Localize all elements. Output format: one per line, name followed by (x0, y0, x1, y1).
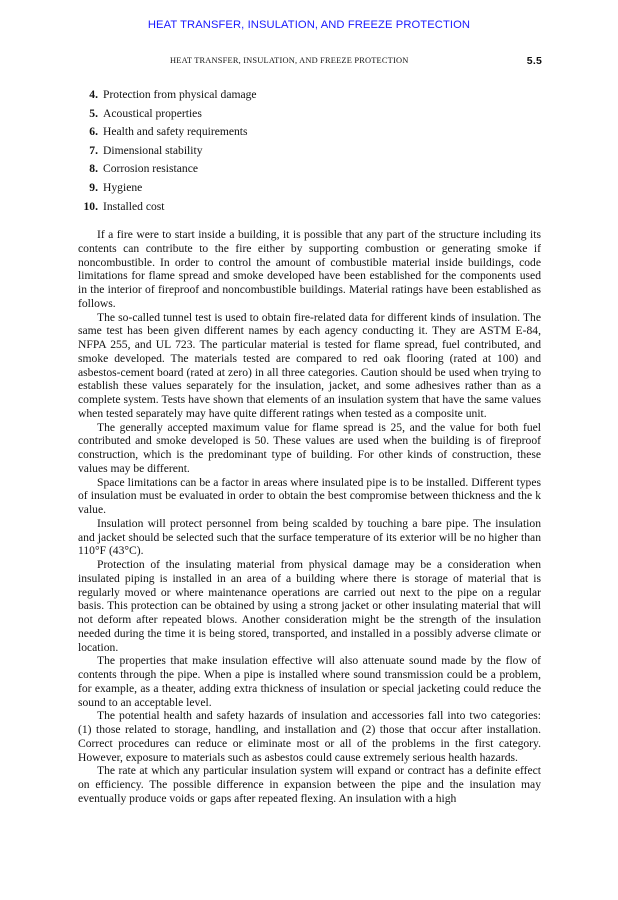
list-item (78, 160, 257, 179)
paragraph: The potential health and safety hazards of insulation and accessories fall into two categories: (1) those related to storage, handling, and installation and (2) those that occur after installation. Correct procedures can reduce or eliminate most or all of the problems in the first category. However, exposure to materials such as asbestos could cause extremely serious health hazards. (78, 709, 541, 764)
criteria-list (78, 86, 257, 216)
body-text (78, 228, 541, 806)
page-number: 5.5 (526, 55, 542, 67)
list-item-text: Corrosion resistance (103, 162, 198, 176)
list-item-number: 10. (83, 199, 98, 213)
list-item-text: Health and safety requirements (103, 125, 248, 139)
paragraph: Insulation will protect personnel from being scalded by touching a bare pipe. The insulation and jacket should be selected such that the surface temperature of its exterior will be no higher than 110°F (43°C). (78, 516, 541, 558)
list-item-text: Acoustical properties (103, 106, 202, 120)
list-item-number: 9. (89, 180, 98, 194)
list-item-number: 7. (89, 143, 98, 157)
running-head-title: HEAT TRANSFER, INSULATION, AND FREEZE PROTECTION (170, 56, 409, 65)
list-item (78, 123, 257, 142)
paragraph: The so-called tunnel test is used to obtain fire-related data for different kinds of insulation. The same test has been given different names by each agency conducting it. They are ASTM E-84, NFPA 255, and UL 723. The particular material is tested for flame spread, fuel contributed, and smoke developed. The materials tested are compared to red oak flooring (rated at 100) and asbestos-cement board (rated at zero) in all three categories. Caution should be used when trying to establish these values separately for the insulation, jacket, and some adhesives rather than as a complete system. Tests have shown that elements of an insulation system that have the same values when tested separately may have quite different ratings when tested as a composite unit. (78, 310, 541, 420)
paragraph: If a fire were to start inside a building, it is possible that any part of the structure including its contents can contribute to the fire either by supporting combustion or generating smoke if noncombustible. In order to control the amount of combustible material inside buildings, code limitations for flame spread and smoke developed have been established for the components used in the interior of fireproof and noncombustible buildings. Material ratings have been established as follows. (78, 228, 541, 310)
list-item-number: 5. (89, 106, 98, 120)
paragraph: Protection of the insulating material from physical damage may be a consideration when insulated piping is installed in an area of a building where there is storage of material that is regularly moved or where maintenance operations are carried out next to the pipe on a regular basis. This protection can be obtained by using a strong jacket or other insulating material that will not deform after repeated blows. Another consideration might be the strength of the insulation needed during the time it is being stored, transported, and installed in a possibly adverse climate or location. (78, 558, 541, 654)
document-banner: HEAT TRANSFER, INSULATION, AND FREEZE PROTECTION (147, 19, 471, 31)
paragraph: Space limitations can be a factor in areas where insulated pipe is to be installed. Different types of insulation must be evaluated in order to obtain the best compromise between thickness and the k value. (78, 475, 541, 516)
paragraph: The rate at which any particular insulation system will expand or contract has a definite effect on efficiency. The possible difference in expansion between the pipe and the insulation may eventually produce voids or gaps after repeated flexing. An insulation with a high (78, 764, 541, 805)
list-item-text: Dimensional stability (103, 143, 203, 157)
list-item-number: 4. (89, 88, 98, 101)
list-item-text: Installed cost (103, 199, 165, 213)
list-item (78, 179, 257, 198)
list-item-text: Hygiene (103, 180, 143, 194)
list-item-number: 6. (89, 125, 98, 139)
list-item-number: 8. (89, 162, 98, 176)
list-item (78, 198, 257, 217)
paragraph: The properties that make insulation effective will also attenuate sound made by the flow of contents through the pipe. When a pipe is installed where sound transmission could be a problem, for example, as a theater, adding extra thickness of insulation or special jacketing could reduce the sound to an acceptable level. (78, 654, 541, 709)
list-item (78, 105, 257, 124)
list-item (78, 142, 257, 161)
list-item (78, 86, 257, 105)
list-item-text: Protection from physical damage (103, 88, 257, 101)
paragraph: The generally accepted maximum value for flame spread is 25, and the value for both fuel contributed and smoke developed is 50. These values are used when the building is of fireproof construction, which is the predominant type of building. For other kinds of construction, these values may be different. (78, 420, 541, 475)
